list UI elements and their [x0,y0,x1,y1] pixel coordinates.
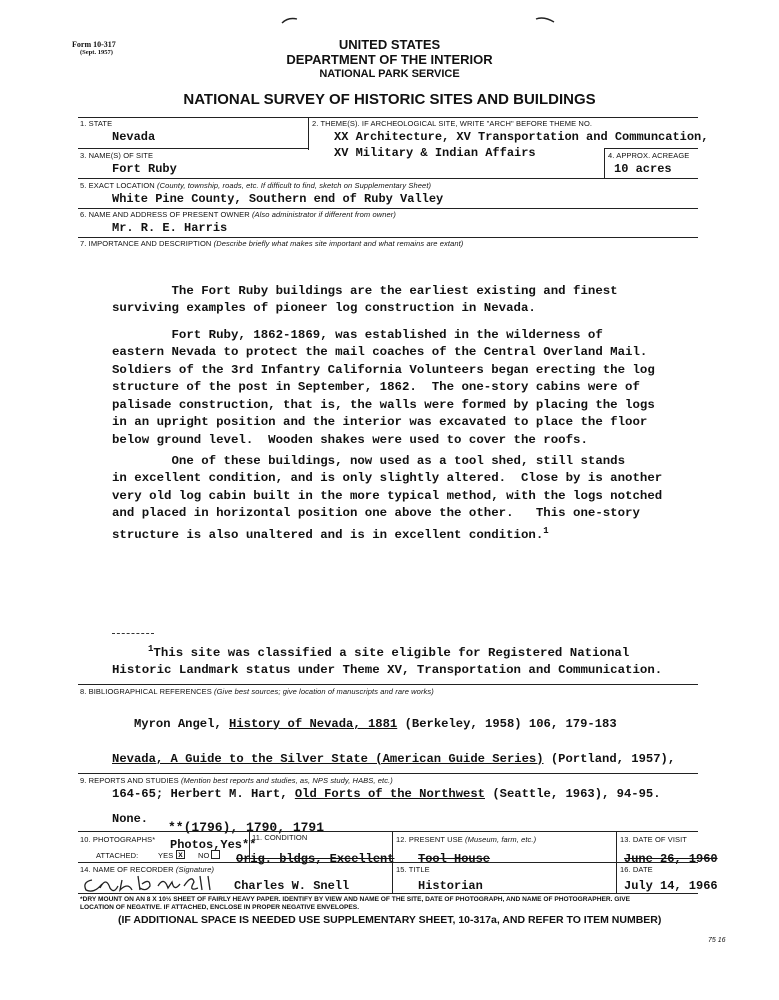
title-value: Historian [418,879,483,893]
description-line-text: structure is also unaltered and is in excellent condition. [112,527,544,542]
description-line: structure of the post in September, 1862. The one-story cabins were of [112,380,640,394]
reports-label [80,776,393,785]
themes-value-line1: XX Architecture, XV Transportation and Communcation, [334,130,709,144]
no-label: NO [198,851,210,860]
owner-label-text: 6. NAME AND ADDRESS OF PRESENT OWNER [80,210,250,219]
bibliography-text-segment: (Seattle, 1963), 94-95. [485,786,661,801]
description-line [112,523,662,545]
bibliography-line [112,786,675,804]
bibliography-label [80,687,434,696]
themes-value-line2: XV Military & Indian Affairs [334,146,536,160]
date-of-visit-value: June 26, 1960 [624,852,718,866]
importance-hint: (Describe briefly what makes site important and what remains are extant) [213,239,464,248]
photos-value: Photos,Yes** [170,838,257,852]
title-label: 15. TITLE [396,865,430,874]
present-use-label-text: 12. PRESENT USE [396,835,463,844]
description-line: surviving examples of pioneer log construction in Nevada. [112,301,536,315]
description-line: The Fort Ruby buildings are the earliest existing and finest [112,283,618,298]
description-line: in an upright position and the interior was excavated to place the floor [112,415,648,429]
date-label: 16. DATE [620,865,653,874]
description-line: eastern Nevada to protect the mail coaches of the Central Overland Mail. [112,345,648,359]
bibliography-title: Old Forts of the Northwest [294,786,485,801]
photographs-label: 10. PHOTOGRAPHS* [80,835,156,844]
description-paragraph-3 [112,435,662,562]
themes-label: 2. THEME(S). IF ARCHEOLOGICAL SITE, WRITE "ARCH" BEFORE THEME NO. [312,119,593,128]
recorder-signature [80,868,230,896]
description-line: Fort Ruby, 1862-1869, was established in the wilderness of [112,327,603,342]
importance-label [80,239,463,248]
reports-value: None. [112,812,149,826]
description-line: palisade construction, that is, the walls were formed by placing the logs [112,397,655,412]
footer-note-line2: LOCATION OF NEGATIVE. IF ATTACHED, ENCLOSE IN PROPER NEGATIVE ENVELOPES. [80,904,360,911]
scan-mark [534,14,558,26]
description-line: One of these buildings, now used as a tool shed, still stands [112,453,626,468]
site-name-label: 3. NAME(S) OF SITE [80,151,154,160]
description-line: very old log cabin built in the more typical method, with the logs notched [112,488,663,503]
form-number-text: Form 10-317 [72,40,116,49]
reports-label-text: 9. REPORTS AND STUDIES [80,776,179,785]
footer-note-line1: *DRY MOUNT ON AN 8 X 10½ SHEET OF FAIRLY HEAVY PAPER. IDENTIFY BY VIEW AND NAME OF THE SITE, DATE OF PHOTOGRAPH, AND NAME OF PHOTOGRAPHER. GIVE [80,896,631,903]
condition-label: 11. CONDITION [252,833,308,842]
description-line: below ground level. Wooden shakes were used to cover the roofs. [112,432,588,447]
location-label [80,181,431,190]
acreage-value: 10 acres [614,162,672,176]
footer-instruction: (IF ADDITIONAL SPACE IS NEEDED USE SUPPLEMENTARY SHEET, 10-317a, AND REFER TO ITEM NUMBER) [118,914,662,926]
owner-label [80,210,396,219]
yes-checkbox[interactable]: x [176,850,185,859]
header-line1: UNITED STATES [338,37,441,52]
owner-value: Mr. R. E. Harris [112,221,228,235]
yes-label: YES [158,851,174,860]
form-date: (Sept. 1957) [80,49,113,56]
bibliography-line [112,751,675,769]
date-value: July 14, 1966 [624,879,718,893]
footnote-line: Historic Landmark status under Theme XV, Transportation and Communication. [112,663,663,678]
condition-value: Orig. bldgs, Excellent [236,852,395,866]
page-mark: 75 16 [708,937,726,944]
location-value: White Pine County, Southern end of Ruby Valley [112,192,444,206]
present-use-hint: (Museum, farm, etc.) [465,835,537,844]
footnote-line [112,641,662,663]
reports-hint: (Mention best reports and studies, as, NPS study, HABS, etc.) [180,776,393,785]
page-title: NATIONAL SURVEY OF HISTORIC SITES AND BUILDINGS [183,91,596,108]
present-use-label [396,835,536,844]
footnote-line-text: This site was classified a site eligible for Registered National [153,645,630,660]
bibliography-text [112,698,675,821]
recorder-label-text: 14. NAME OF RECORDER [80,865,174,874]
bibliography-text-segment: 164-65; Herbert M. Hart, [112,786,295,801]
scan-mark [280,14,300,26]
recorder-value: Charles W. Snell [234,879,350,893]
bibliography-text-segment: Myron Angel, [112,716,230,731]
bibliography-text-segment: (Portland, 1957), [543,751,676,766]
bibliography-title: History of Nevada, 1881 [229,716,398,731]
footnote [112,623,662,697]
description-line: and placed in horizontal position one above the other. This one-story [112,506,640,520]
header-line3: NATIONAL PARK SERVICE [319,68,460,80]
bibliography-title: Nevada, A Guide to the Silver State (American Guide Series) [112,751,544,766]
acreage-label: 4. APPROX. ACREAGE [608,151,690,160]
footnote-reference: 1 [543,525,549,536]
date-of-visit-label: 13. DATE OF VISIT [620,835,687,844]
state-label: 1. STATE [80,119,113,128]
bibliography-hint: (Give best sources; give location of manuscripts and rare works) [214,687,434,696]
bibliography-text-segment: (Berkeley, 1958) 106, 179-183 [397,716,617,731]
header-line2: DEPARTMENT OF THE INTERIOR [286,52,493,67]
importance-label-text: 7. IMPORTANCE AND DESCRIPTION [80,239,212,248]
bibliography-line [112,716,675,734]
bibliography-label-text: 8. BIBLIOGRAPHICAL REFERENCES [80,687,212,696]
owner-hint: (Also administrator if different from owner) [251,210,396,219]
recorder-hint: (Signature) [175,865,215,874]
description-line: in excellent condition, and is only slightly altered. Close by is another [112,471,663,485]
site-name-value: Fort Ruby [112,162,177,176]
present-use-value: Tool House [418,852,491,866]
footnote-mark: 1 [148,643,154,654]
photo-numbers: **(1796), 1790, 1791 [168,820,325,835]
description-line: Soldiers of the 3rd Infantry California Volunteers began erecting the log [112,362,655,377]
location-label-text: 5. EXACT LOCATION [80,181,155,190]
location-hint: (County, township, roads, etc. If difficult to find, sketch on Supplementary Sheet) [156,181,432,190]
state-value: Nevada [112,130,156,144]
attached-label: ATTACHED: [96,851,139,860]
